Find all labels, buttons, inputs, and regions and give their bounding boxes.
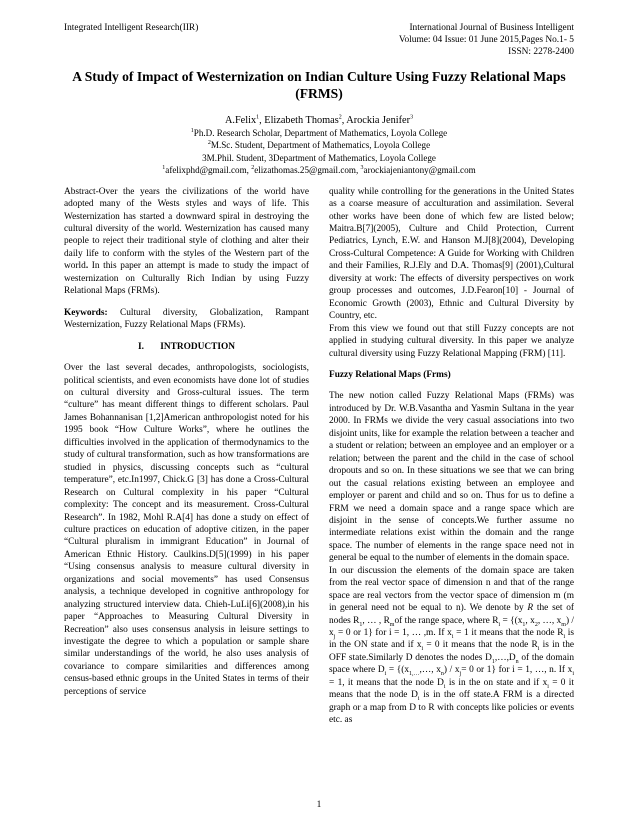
frm-paragraph-2: In our discussion the elements of the domain space are taken from the real vector space of dimension n and that of the range space are real vectors from the vector space of dimension m (m in general need not be equal to n). We denote by R the set of nodes $R_1$, … , $R_mof$ the range space, where $R_i = \{(x_1$, $x_2$, …, $x_m) / x_j = 0$ or 1} for i = 1, … ,m. If $x_i = 1$ it means that the node $R_i$ is in the ON state and if $x_i = 0$ it means that the node $R_i$ is in the OFF state.Similarly D denotes the nodes $D_1,\dots,D_n$ of the domain space where $D_i$ = {($x_{1,\dots},\dots$, $x_n) / x_j= 0$ or 1} for i = 1, …, n. If $x_i = 1$, it means that the node $D_i$ is in the on state and if $x_i = 0$ it means that the node $D_i$ is in the off state.A FRM is a directed graph or a map from D to R with concepts like policies or events etc. as [329,565,575,726]
header-left: Integrated Intelligent Research(IIR) [64,23,199,33]
keywords: Keywords: Cultural diversity, Globalization, Rampant Westernization, Fuzzy Relational Maps (FRMs). [64,307,309,331]
issn: ISSN: 2278-2400 [508,47,574,57]
section-heading-frm: Fuzzy Relational Maps (Frms) [329,369,451,380]
intro-conclusion: From this view we found out that still Fuzzy concepts are not applied in studying cultural diversity. In this paper we analyze cultural diversity using Fuzzy Relational Mapping (FRM) [11]. [329,323,574,359]
paper-title: A Study of Impact of Westernization on Indian Culture Using Fuzzy Relational Maps (FRMS) [72,69,566,101]
volume-info: Volume: 04 Issue: 01 June 2015,Pages No.1- 5 [398,35,574,45]
affiliations [64,127,574,177]
section-heading-introduction: I. INTRODUCTION [137,341,236,352]
body-columns [64,186,574,727]
frm-paragraph-1: The new notion called Fuzzy Relational Maps (FRMs) was introduced by Dr. W.B.Vasantha and Yasmin Sultana in the year 2000. In FRMs we divide the very casual associations into two disjoint units, like for example the relation between a teacher and a student or relation; between an employee and an employer or a relation; between the parent and the child in the case of school dropouts and so on. In these situations we see that we can bring out the casual relations existing between an employee and employer or parent and child and so on. Thus for us to define a FRM we need a domain space and a range space which are disjoint in the sense of concepts.We further assume no intermediate relations exist within the domain and the range space. The number of elements in the range space need not in general be equal to the number of elements in the domain space. [329,391,574,564]
abstract: Abstract-Over the years the civilizations of the world have adopted many of the Wests styles and ways of life. This Westernization has started a downward spiral in destroying the cultural diversity of the world. Westernization has caused many people to reject their traditional style of clothing and alter their daily life to conform with the styles of the Western part of the world. In this paper an attempt is made to study the impact of westernization on Culturally Rich Indian by using Fuzzy Relational Maps (FRMs). [64,186,309,297]
intro-continued: quality while controlling for the generations in the United States as a coarse measure of acculturation and assimilation. Several other works have been done of which few are listed below; Maitra.B[7](2005), Culture and Child Protection, Current Pediatrics, Lynch, E.W. and Hanson M.J[8](2004), Developing Cross-Cultural Competence: A Guide for Working with Children and their Families, R.J.Ely and D.A. Thomas[9] (2001),Cultural diversity at work: The effects of diversity perspectives on work group processes and outcomes, J.D.Fearon[10] - Journal of Economic Growth (2003), Ethnic and Cultural Diversity by Country, etc. [329,186,574,322]
introduction-text: Over the last several decades, anthropologists, sociologists, political scientists, and even economists have done lot of studies on cultural diversity and Gross-cultural issues. The term “culture” has meant different things to different scholars. Paul James Bohannanisan [1,2]American anthropologist noted for his 1995 book “How Culture Works”, where he outlines the difficulties involved in the application of thermodynamics to the study of cultural transformation, such as how transformations are studied in physics, discussing concepts such as “cultural temperature”, etc.In1997, Chick.G [3] has done a Cross-Cultural Research on Cultural complexity in his paper “Cultural complexity: The concept and its measurement. Cross-Cultural Research”. In 1982, Mohl R.A[4] has done a study on effect of culture practices on education of adoptive citizen, in the paper “Cultural pluralism in immigrant Education” in Journal of American Ethnic History. Caulkins.D[5](1999) in his paper “Using consensus analysis to measure cultural diversity in organizations and social movements” has used Consensus analysis, a technique developed in cognitive anthropology for analyzing structured interview data. Chieh-LuLi[6](2008),in his paper “Approaches to Measuring Cultural Diversity in Recreation” also uses consensus analysis in leisure settings to investigate the degree to which a population or sample share similar understandings of the world, he also uses analysis of covariance to compare similarities and differences among census-based ethnic groups in the United States in terms of their perceptions of service [64,363,309,697]
affiliation-2: $^2$M.Sc. Student, Department of Mathematics, Loyola College [207,140,431,151]
page-number: 1 [316,800,322,810]
affiliation-3: 3M.Phil. Student, 3Department of Mathematics, Loyola College [202,152,436,163]
journal-name: International Journal of Business Intelligent [409,23,574,33]
author-list: A.Felix$^1$, Elizabeth Thomas$^2$, Arockia Jenifer$^3$ [224,114,414,126]
author-1: A.Felix [224,115,257,126]
author-3: , Arockia Jenifer [341,115,411,126]
affiliation-1: $^1$Ph.D. Research Scholar, Department of Mathematics, Loyola College [190,127,448,138]
left-column [64,186,309,727]
running-header [64,22,574,58]
right-column [329,186,574,727]
author-2: , Elizabeth Thomas [259,115,339,126]
header-right [399,22,574,58]
author-emails: $^1$afelixphd@gmail.com, $^2$elizathomas.25@gmail.com, $^3$arockiajeniantony@gmail.com [162,165,476,176]
